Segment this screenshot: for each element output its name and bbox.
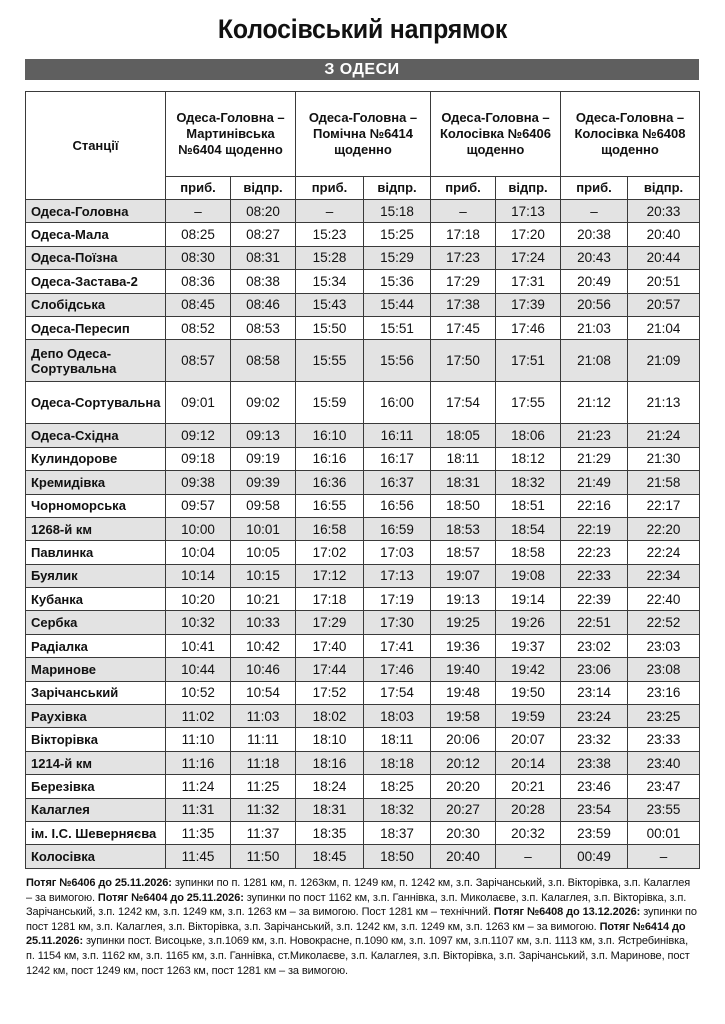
table-row [26,728,700,751]
arrival-time: 20:20 [431,775,496,798]
arrival-time: 23:46 [561,775,628,798]
arrival-time: 11:02 [166,705,231,728]
arrival-time: 19:36 [431,634,496,657]
departure-time: 09:19 [231,447,296,470]
arrival-time: 17:12 [296,564,364,587]
arrival-time: 15:55 [296,340,364,382]
arrival-time: 17:45 [431,316,496,339]
table-row [26,316,700,339]
arrival-time: 17:44 [296,658,364,681]
arrival-time: 23:24 [561,705,628,728]
departure-time: 18:51 [496,494,561,517]
departure-time: 18:03 [364,705,431,728]
departure-time: 20:14 [496,751,561,774]
station-name: Сербка [26,611,166,634]
arrival-time: 10:04 [166,541,231,564]
departure-time: 19:37 [496,634,561,657]
departure-time: 10:54 [231,681,296,704]
train-header-row [26,92,700,177]
departure-time: 23:55 [628,798,700,821]
departure-time: 20:57 [628,293,700,316]
departure-time: 22:17 [628,494,700,517]
departure-time: 19:59 [496,705,561,728]
station-name: Зарічанський [26,681,166,704]
departure-time: 11:03 [231,705,296,728]
arrival-label: приб. [561,177,628,200]
departure-time: 20:51 [628,270,700,293]
departure-time: 10:01 [231,517,296,540]
arrival-time: 19:25 [431,611,496,634]
arrival-time: 08:52 [166,316,231,339]
arrival-time: 10:00 [166,517,231,540]
departure-time: 09:02 [231,382,296,424]
arrival-time: 18:50 [431,494,496,517]
departure-time: 17:03 [364,541,431,564]
arrival-time: 19:40 [431,658,496,681]
departure-time: 18:32 [364,798,431,821]
arrival-time: 16:58 [296,517,364,540]
station-name: Кремидівка [26,471,166,494]
arrival-time: 17:40 [296,634,364,657]
departure-time: 08:58 [231,340,296,382]
arrival-time: 17:18 [431,223,496,246]
arrival-time: 21:23 [561,424,628,447]
departure-time: 17:55 [496,382,561,424]
departure-time: 15:44 [364,293,431,316]
departure-time: 18:50 [364,845,431,868]
departure-time: 21:58 [628,471,700,494]
table-row [26,200,700,223]
departure-label: відпр. [231,177,296,200]
departure-time: 21:30 [628,447,700,470]
arrival-time: 18:45 [296,845,364,868]
arrival-time: 22:23 [561,541,628,564]
arrival-time: 11:16 [166,751,231,774]
arrival-time: 08:57 [166,340,231,382]
departure-time: 08:20 [231,200,296,223]
arrival-time: 23:06 [561,658,628,681]
arrival-time: 16:16 [296,447,364,470]
arrival-time: 09:01 [166,382,231,424]
table-row [26,751,700,774]
departure-time: 21:24 [628,424,700,447]
departure-time: 17:31 [496,270,561,293]
departure-time: 22:52 [628,611,700,634]
station-name: Колосівка [26,845,166,868]
note-train-title: Потяг №6406 до 25.11.2026: [26,877,172,889]
arrival-time: 22:19 [561,517,628,540]
arrival-time: 10:41 [166,634,231,657]
table-row [26,447,700,470]
note-train-title: Потяг №6414 до 25.11.2026: [26,920,686,948]
arrival-time: 09:18 [166,447,231,470]
arrival-time: 20:12 [431,751,496,774]
departure-time: 17:54 [364,681,431,704]
table-row [26,382,700,424]
departure-time: 09:13 [231,424,296,447]
arrival-time: 09:57 [166,494,231,517]
arrival-time: 18:11 [431,447,496,470]
arrival-time: 18:24 [296,775,364,798]
arrival-time: – [296,200,364,223]
arrival-time: 15:59 [296,382,364,424]
arrival-time: 15:23 [296,223,364,246]
arrival-time: 18:16 [296,751,364,774]
departure-time: 15:36 [364,270,431,293]
arrival-time: 20:43 [561,246,628,269]
arrival-time: 08:25 [166,223,231,246]
departure-time: 20:07 [496,728,561,751]
departure-time: 17:46 [496,316,561,339]
arrival-time: 18:05 [431,424,496,447]
departure-time: 19:26 [496,611,561,634]
table-row [26,494,700,517]
arrival-time: 17:38 [431,293,496,316]
departure-time: 16:11 [364,424,431,447]
table-row [26,424,700,447]
table-row [26,588,700,611]
arrival-time: 21:03 [561,316,628,339]
departure-time: 20:32 [496,821,561,844]
arrival-time: 10:14 [166,564,231,587]
arrival-time: 15:28 [296,246,364,269]
arrival-time: 21:49 [561,471,628,494]
direction-banner: З ОДЕСИ [25,59,699,80]
arrival-time: 18:31 [296,798,364,821]
departure-time: 08:27 [231,223,296,246]
arrival-time: 16:10 [296,424,364,447]
arrival-time: 17:29 [296,611,364,634]
station-name: Слобідська [26,293,166,316]
table-row [26,223,700,246]
arrival-time: 15:34 [296,270,364,293]
arrival-time: 23:32 [561,728,628,751]
departure-time: 18:58 [496,541,561,564]
arrival-time: 18:31 [431,471,496,494]
departure-time: 08:46 [231,293,296,316]
departure-time: – [496,845,561,868]
departure-time: 20:21 [496,775,561,798]
arrival-time: 21:12 [561,382,628,424]
table-row [26,798,700,821]
note-text: зупинки по пост 1162 км, з.п. Ганнівка, з.п. Миколаєве, з.п. Калаглея, з.п. Вікторівка, з.п. Зарічанський, з.п. 1242 км, з.п. 1249 км, з.п. 1263 км – за вимогою. Пост 1281 км – технічний. [26,891,687,919]
station-name: Вікторівка [26,728,166,751]
departure-time: 17:24 [496,246,561,269]
table-row [26,270,700,293]
arrival-time: 11:24 [166,775,231,798]
departure-label: відпр. [628,177,700,200]
arrival-time: 11:31 [166,798,231,821]
arrival-time: 15:43 [296,293,364,316]
departure-time: 18:06 [496,424,561,447]
departure-time: 18:12 [496,447,561,470]
train-header: Одеса-Головна – Колосівка №6408 щоденно [561,92,700,177]
departure-time: 11:25 [231,775,296,798]
departure-time: 17:46 [364,658,431,681]
departure-time: 15:18 [364,200,431,223]
station-name: Одеса-Застава-2 [26,270,166,293]
departure-time: 10:21 [231,588,296,611]
arrival-time: 18:57 [431,541,496,564]
departure-time: 23:25 [628,705,700,728]
departure-time: 17:13 [364,564,431,587]
table-row [26,775,700,798]
arrival-time: 08:30 [166,246,231,269]
arrival-time: 18:53 [431,517,496,540]
arrival-time: 17:02 [296,541,364,564]
departure-time: 10:46 [231,658,296,681]
station-name: ім. І.С. Шеверняєва [26,821,166,844]
arrival-time: 20:30 [431,821,496,844]
departure-time: 20:40 [628,223,700,246]
table-row [26,564,700,587]
departure-time: 11:11 [231,728,296,751]
arrival-time: 20:27 [431,798,496,821]
arrival-time: 19:13 [431,588,496,611]
arrival-time: 15:50 [296,316,364,339]
departure-time: 10:05 [231,541,296,564]
arrival-time: 20:56 [561,293,628,316]
arrival-time: – [561,200,628,223]
departure-time: 22:24 [628,541,700,564]
arrival-time: 10:32 [166,611,231,634]
table-row [26,340,700,382]
departure-time: 19:08 [496,564,561,587]
arrival-time: 17:18 [296,588,364,611]
departure-time: 10:15 [231,564,296,587]
station-name: Одеса-Сортувальна [26,382,166,424]
departure-time: 17:39 [496,293,561,316]
arrival-time: 18:35 [296,821,364,844]
departure-time: 15:51 [364,316,431,339]
table-row [26,517,700,540]
note-text: зупинки по пост 1281 км, з.п. Калаглея, з.п. Вікторівка, з.п. Зарічанський, з.п. 1242 км, з.п. 1249 км, з.п. 1263 км – за вимогою. [26,906,697,933]
departure-time: 16:56 [364,494,431,517]
table-row [26,541,700,564]
train-header: Одеса-Головна – Колосівка №6406 щоденно [431,92,561,177]
station-name: Чорноморська [26,494,166,517]
arrival-time: 17:54 [431,382,496,424]
departure-time: 11:50 [231,845,296,868]
departure-time: 00:01 [628,821,700,844]
departure-time: 17:51 [496,340,561,382]
station-name: Депо Одеса-Сортувальна [26,340,166,382]
departure-time: 23:16 [628,681,700,704]
departure-time: 09:58 [231,494,296,517]
arrival-time: 22:33 [561,564,628,587]
departure-time: 18:25 [364,775,431,798]
departure-time: 16:37 [364,471,431,494]
station-name: Раухівка [26,705,166,728]
departure-time: 18:37 [364,821,431,844]
arrival-time: 21:08 [561,340,628,382]
table-row [26,705,700,728]
arrival-time: 20:06 [431,728,496,751]
table-row [26,845,700,868]
arrival-time: 08:45 [166,293,231,316]
departure-time: 15:29 [364,246,431,269]
arrival-time: 08:36 [166,270,231,293]
departure-time: 18:18 [364,751,431,774]
departure-time: 17:20 [496,223,561,246]
station-name: 1268-й км [26,517,166,540]
station-name: Буялик [26,564,166,587]
departure-time: 15:25 [364,223,431,246]
arrival-time: 22:39 [561,588,628,611]
arrival-time: 09:38 [166,471,231,494]
departure-time: 18:32 [496,471,561,494]
arrival-time: 17:52 [296,681,364,704]
departure-time: 23:47 [628,775,700,798]
departure-time: 10:42 [231,634,296,657]
table-row [26,821,700,844]
note-text: зупинки пост. Висоцьке, з.п.1069 км, з.п. Новокрасне, п.1090 км, з.п. 1097 км, з.п.1107 км, з.п. 1113 км, з.п. Ястребинівка, п. 1154 км, з.п. 1162 км, з.п. 1165 км, з.п. Ганнівка, ст.Миколаєве, з.п. Калаглея, з.п. Вікторівка, з.п. Зарічанський, з.п. Маринове, пост 1242 км, пост 1249 км, пост 1263 км, пост 1281 км – за вимогою. [26,935,690,977]
arrival-time: – [166,200,231,223]
table-row [26,634,700,657]
departure-label: відпр. [364,177,431,200]
departure-time: 21:09 [628,340,700,382]
footnotes [26,876,698,978]
arrival-time: 19:48 [431,681,496,704]
page-title: Колосівський напрямок [217,14,508,44]
station-name: Радіалка [26,634,166,657]
table-row [26,658,700,681]
note-text: зупинки по п. 1281 км, п. 1263км, п. 1249 км, п. 1242 км, з.п. Зарічанський, з.п. Вікторівка, з.п. Калаглея – за вимогою. [26,877,691,904]
arrival-time: 17:29 [431,270,496,293]
departure-time: 16:59 [364,517,431,540]
arrival-time: 10:52 [166,681,231,704]
arrival-time: 18:02 [296,705,364,728]
departure-time: 15:56 [364,340,431,382]
arrival-time: 20:38 [561,223,628,246]
departure-time: 11:37 [231,821,296,844]
table-row [26,246,700,269]
arrival-time: 16:36 [296,471,364,494]
departure-time: 11:32 [231,798,296,821]
arrival-time: 11:10 [166,728,231,751]
departure-time: 18:54 [496,517,561,540]
table-row [26,293,700,316]
departure-time: 09:39 [231,471,296,494]
departure-time: 10:33 [231,611,296,634]
departure-time: 22:40 [628,588,700,611]
departure-time: 11:18 [231,751,296,774]
departure-time: 22:20 [628,517,700,540]
departure-time: 23:33 [628,728,700,751]
station-name: Березівка [26,775,166,798]
arrival-time: 22:51 [561,611,628,634]
arrival-time: 00:49 [561,845,628,868]
departure-time: 17:30 [364,611,431,634]
station-name: Павлинка [26,541,166,564]
arrival-time: 10:44 [166,658,231,681]
departure-time: 21:13 [628,382,700,424]
arrival-time: – [431,200,496,223]
arrival-label: приб. [166,177,231,200]
departure-time: 08:53 [231,316,296,339]
table-row [26,681,700,704]
station-name: Маринове [26,658,166,681]
note-train-title: Потяг №6404 до 25.11.2026: [97,891,244,904]
departure-time: 16:00 [364,382,431,424]
arrival-time: 23:59 [561,821,628,844]
station-name: Одеса-Пересип [26,316,166,339]
arrival-time: 17:23 [431,246,496,269]
arrival-time: 23:54 [561,798,628,821]
departure-time: 19:50 [496,681,561,704]
note-train-title: Потяг №6408 до 13.12.2026: [493,906,641,919]
arrival-time: 23:14 [561,681,628,704]
arrival-time: 10:20 [166,588,231,611]
arrival-time: 20:49 [561,270,628,293]
departure-time: 20:28 [496,798,561,821]
arrival-time: 19:58 [431,705,496,728]
departure-label: відпр. [496,177,561,200]
departure-time: 20:44 [628,246,700,269]
arrival-label: приб. [296,177,364,200]
station-name: Одеса-Головна [26,200,166,223]
table-row [26,611,700,634]
arrival-label: приб. [431,177,496,200]
arrival-time: 16:55 [296,494,364,517]
station-name: Калаглея [26,798,166,821]
arrival-time: 23:38 [561,751,628,774]
departure-time: 17:41 [364,634,431,657]
arrival-time: 21:29 [561,447,628,470]
stations-header: Станції [26,92,166,200]
departure-time: 23:08 [628,658,700,681]
departure-time: 18:11 [364,728,431,751]
departure-time: – [628,845,700,868]
departure-time: 22:34 [628,564,700,587]
station-name: Кубанка [26,588,166,611]
arrival-time: 17:50 [431,340,496,382]
train-header: Одеса-Головна – Помічна №6414 щоденно [296,92,431,177]
arrival-time: 20:40 [431,845,496,868]
departure-time: 20:33 [628,200,700,223]
table-row [26,471,700,494]
departure-time: 17:19 [364,588,431,611]
departure-time: 23:40 [628,751,700,774]
arrival-time: 22:16 [561,494,628,517]
arrival-time: 11:45 [166,845,231,868]
departure-time: 19:42 [496,658,561,681]
arrival-time: 09:12 [166,424,231,447]
arrival-time: 23:02 [561,634,628,657]
departure-time: 17:13 [496,200,561,223]
arrival-time: 19:07 [431,564,496,587]
station-name: Кулиндорове [26,447,166,470]
train-header: Одеса-Головна – Мартинівська №6404 щоденно [166,92,296,177]
departure-time: 08:38 [231,270,296,293]
departure-time: 08:31 [231,246,296,269]
departure-time: 23:03 [628,634,700,657]
station-name: Одеса-Мала [26,223,166,246]
station-name: Одеса-Поїзна [26,246,166,269]
station-name: 1214-й км [26,751,166,774]
departure-time: 19:14 [496,588,561,611]
departure-time: 16:17 [364,447,431,470]
timetable [25,91,700,869]
arrival-time: 18:10 [296,728,364,751]
station-name: Одеса-Східна [26,424,166,447]
departure-time: 21:04 [628,316,700,339]
arrival-time: 11:35 [166,821,231,844]
